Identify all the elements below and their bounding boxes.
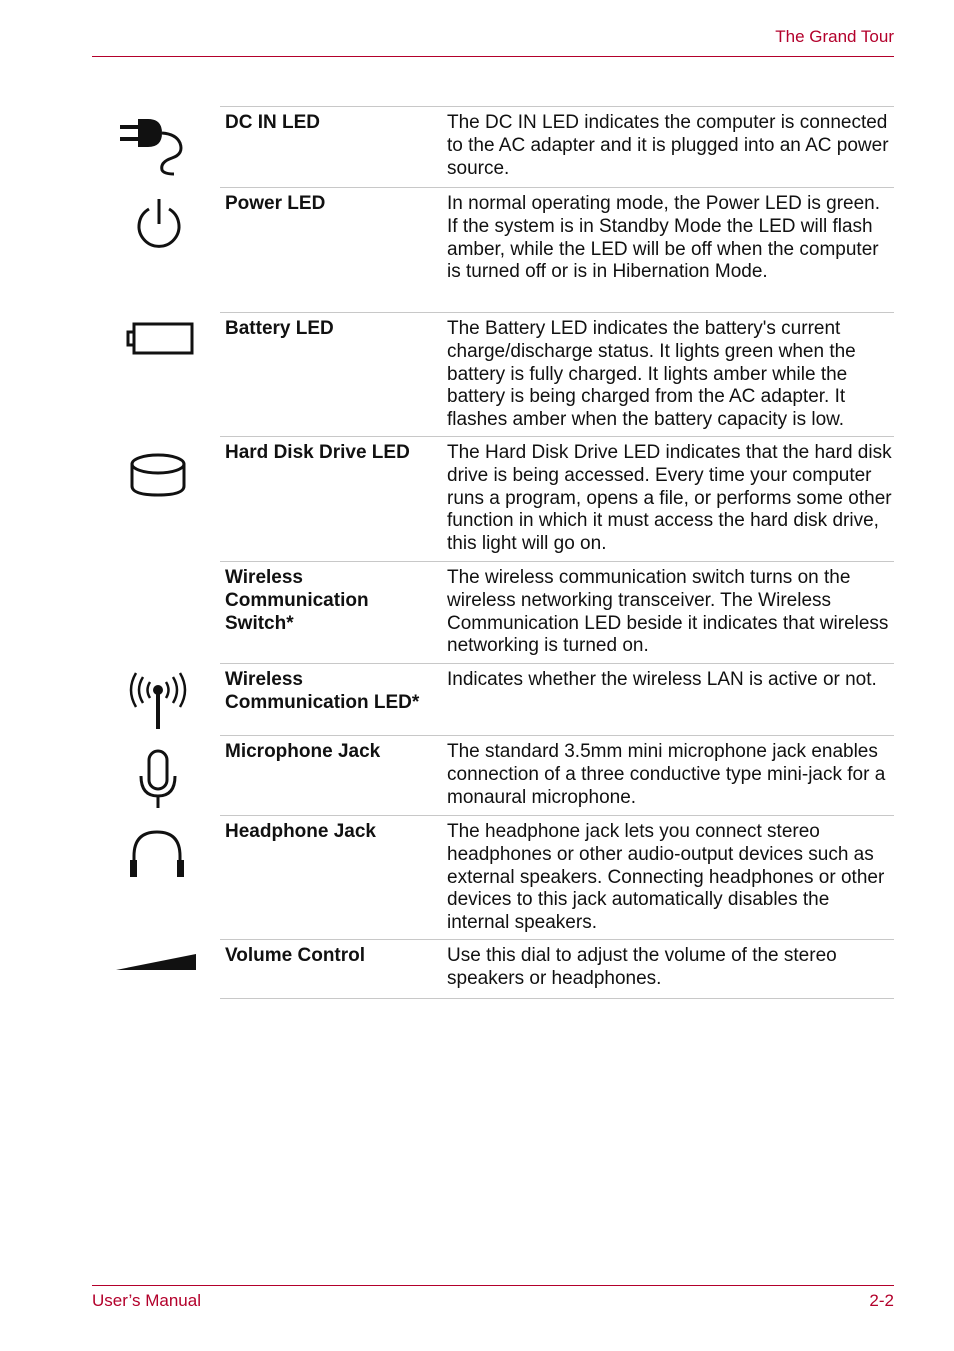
row-term: DC IN LED [225, 112, 320, 133]
row-description: The Hard Disk Drive LED indicates that the hard disk drive is being accessed. Every time your computer runs a program, opens a file, or performs some other function in which it must access the hard disk drive, this light will go on. [447, 442, 892, 555]
footer-manual-title: User’s Manual [92, 1291, 201, 1310]
table-row [220, 187, 894, 313]
row-description: In normal operating mode, the Power LED is green. If the system is in Standby Mode the LED will flash amber, while the LED will be off when the computer is turned off or is in Hibernation Mode. [447, 193, 881, 283]
table-row [220, 312, 894, 437]
table-row [220, 663, 894, 736]
table-row [220, 436, 894, 562]
dc-plug-icon [118, 116, 190, 176]
row-term: Wireless Communication Switch* [225, 567, 369, 634]
row-description: The DC IN LED indicates the computer is connected to the AC adapter and it is plugged into an AC power source. [447, 112, 889, 179]
wireless-antenna-icon [126, 670, 190, 732]
power-icon [134, 196, 184, 250]
row-term: Battery LED [225, 318, 334, 339]
header-title: The Grand Tour [775, 27, 894, 46]
footer-page-number: 2-2 [869, 1291, 894, 1310]
row-description: Indicates whether the wireless LAN is active or not. [447, 669, 877, 690]
table-row [220, 561, 894, 664]
header-rule [92, 56, 894, 57]
row-term: Headphone Jack [225, 821, 376, 842]
footer-rule [92, 1285, 894, 1286]
table-row [220, 939, 894, 999]
row-term: Wireless Communication LED* [225, 669, 420, 713]
row-description: The standard 3.5mm mini microphone jack enables connection of a three conductive type mini-jack for a monaural microphone. [447, 741, 886, 808]
row-term: Power LED [225, 193, 326, 214]
row-description: The wireless communication switch turns on the wireless networking transceiver. The Wireless Communication LED beside it indicates that wireless networking is turned on. [447, 567, 889, 657]
row-description: Use this dial to adjust the volume of the stereo speakers or headphones. [447, 945, 837, 989]
table-row [220, 815, 894, 940]
volume-wedge-icon [114, 951, 198, 973]
row-term: Hard Disk Drive LED [225, 442, 410, 463]
table-row [220, 106, 894, 188]
table-row [220, 735, 894, 816]
headphone-icon [128, 828, 186, 880]
row-term: Volume Control [225, 945, 366, 966]
hard-disk-icon [128, 451, 188, 499]
row-term: Microphone Jack [225, 741, 381, 762]
microphone-icon [136, 748, 180, 810]
battery-icon [126, 321, 196, 357]
row-description: The headphone jack lets you connect stereo headphones or other audio-output devices such as external speakers. Connecting headphones or other devices to this jack automatically disables the internal speakers. [447, 821, 885, 934]
row-description: The Battery LED indicates the battery's current charge/discharge status. It lights green when the battery is fully charged. It lights amber while the battery is being charged from the AC adapter. It flashes amber when the battery capacity is low. [447, 318, 856, 431]
